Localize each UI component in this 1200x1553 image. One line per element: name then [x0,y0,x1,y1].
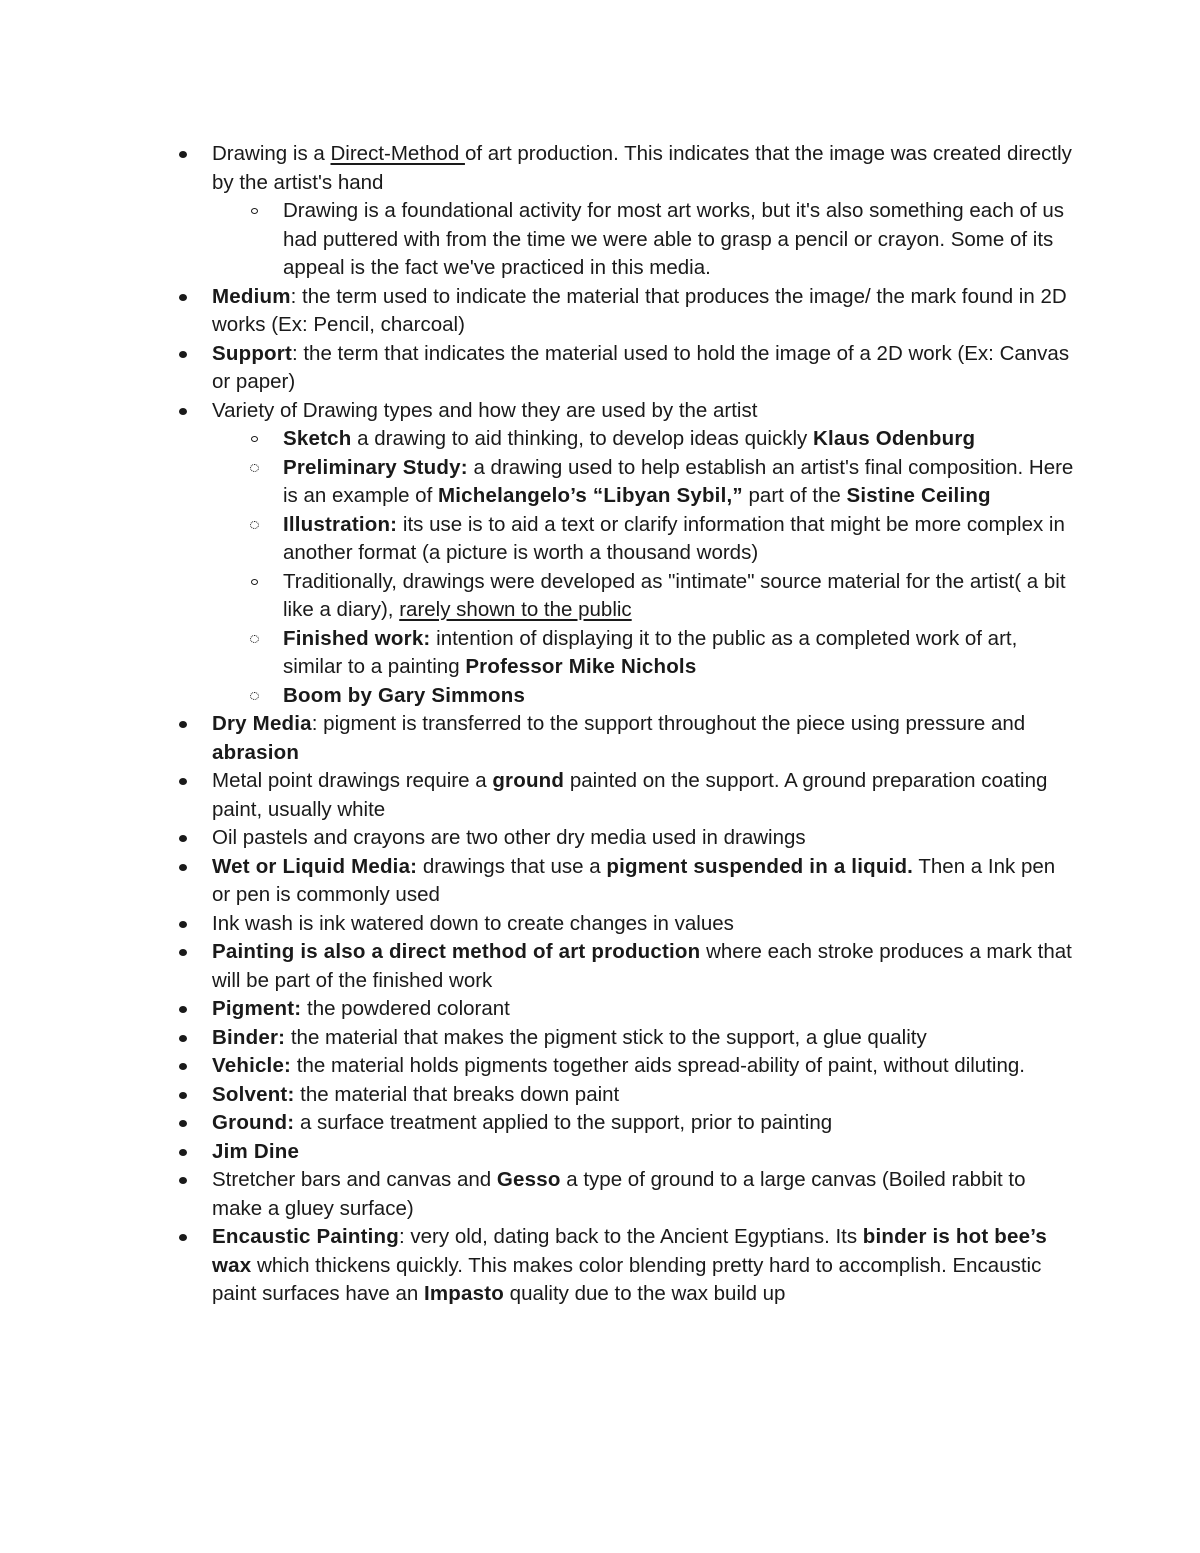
bullet-circle-icon [251,579,258,585]
list-item [175,1138,1075,1167]
bold-text: Support [212,341,292,365]
underlined-text: Direct-Method [330,142,465,165]
bold-text: Ground: [212,1111,295,1134]
body-text: Variety of Drawing types and how they are used by the artist [212,398,758,422]
bold-text: Impasto [423,1282,504,1305]
body-text: Drawing is a [212,142,331,165]
body-text: part of the [742,484,847,507]
body-text: drawings that use a [417,854,607,878]
underlined-text: rarely shown to the public [399,598,632,621]
bullet-dot-icon [179,1177,187,1184]
body-text: of art production. This indicates that the image was created directly by the artist's hand [212,142,1072,194]
list-item [175,853,1075,910]
bullet-dot-icon [179,1006,187,1013]
list-item [175,910,1075,939]
bold-text: abrasion [212,740,300,764]
body-text: intention of displaying it to the public as a completed work of art, similar to a painting [283,626,1018,678]
bold-text: Klaus Odenburg [812,427,976,450]
bullet-dot-icon [179,721,187,728]
bold-text: Solvent: [212,1082,295,1106]
sub-list-item [175,454,1075,511]
list-item [175,1081,1075,1110]
sub-list-item [175,511,1075,568]
body-text: the powdered colorant [301,997,510,1020]
bullet-dot-icon [179,151,187,158]
list-item [175,1109,1075,1138]
bold-text: Sketch [283,427,352,450]
bold-text: Vehicle: [212,1054,292,1077]
bold-text: Dry Media [212,712,312,735]
bullet-dot-icon [179,1035,187,1042]
bullet-dot-icon [179,351,187,358]
bold-text: Michelangelo’s “Libyan Sybil,” [437,484,743,507]
body-text: : the term that indicates the material used to hold the image of a 2D work (Ex: Canvas or paper) [212,341,1070,393]
bold-text: ground [492,769,565,792]
bullet-dotted-circle-icon [250,521,259,529]
bullet-dot-icon [179,294,187,301]
body-text: which thickens quickly. This makes color blending pretty hard to accomplish. Encaustic paint surfaces have an [212,1253,1042,1305]
body-text: Metal point drawings require a [212,769,493,792]
bold-text: Finished work: [283,626,431,650]
bullet-dot-icon [179,1120,187,1127]
bullet-dot-icon [179,864,187,871]
bold-text: Boom by Gary Simmons [283,683,526,707]
sub-list-item [175,568,1075,625]
sub-list-item [175,625,1075,682]
list-item [175,283,1075,340]
body-text: painted on the support. A ground preparation coating paint, usually white [212,769,1048,821]
bullet-dotted-circle-icon [250,635,259,643]
body-text: a type of ground to a large canvas (Boiled rabbit to make a gluey surface) [212,1168,1026,1220]
bullet-dot-icon [179,1063,187,1070]
bold-text: Sistine Ceiling [846,484,991,507]
list-item [175,710,1075,767]
bold-text: Preliminary Study: [283,455,468,479]
bullet-circle-icon [251,436,258,442]
body-text: its use is to aid a text or clarify information that might be more complex in another format (a picture is worth a thousand words) [283,512,1065,564]
body-text: : the term used to indicate the material that produces the image/ the mark found in 2D works (Ex: Pencil, charcoal) [212,284,1067,336]
sub-list-item [175,682,1075,711]
body-text: where each stroke produces a mark that will be part of the finished work [212,940,1072,992]
bullet-dot-icon [179,1149,187,1156]
sub-list-item [175,425,1075,454]
bullet-dot-icon [179,1092,187,1099]
body-text: the material holds pigments together aids spread-ability of paint, without diluting. [291,1054,1025,1077]
list-item [175,1052,1075,1081]
bold-text: pigment suspended in a liquid. [606,854,914,878]
body-text: : pigment is transferred to the support throughout the piece using pressure and [311,712,1026,735]
list-item [175,340,1075,397]
notes-list [175,140,1075,1309]
list-item [175,1166,1075,1223]
bullet-dot-icon [179,778,187,785]
body-text: the material that breaks down paint [294,1082,620,1106]
bold-text: Painting is also a direct method of art production [212,940,701,963]
body-text: Oil pastels and crayons are two other dry media used in drawings [212,826,806,849]
bold-text: Illustration: [283,512,398,536]
bold-text: Professor Mike Nichols [465,655,697,678]
body-text: : very old, dating back to the Ancient Egyptians. Its [399,1225,863,1248]
body-text: a surface treatment applied to the support, prior to painting [294,1111,833,1134]
bold-text: binder is hot bee’s wax [212,1225,1047,1277]
body-text: Ink wash is ink watered down to create changes in values [212,911,734,935]
body-text: a drawing used to help establish an artist's final composition. Here is an example of [283,455,1074,507]
list-item [175,995,1075,1024]
bold-text: Jim Dine [212,1139,300,1163]
bold-text: Encaustic Painting [212,1225,399,1248]
body-text: Then a Ink pen or pen is commonly used [212,854,1056,906]
list-item [175,938,1075,995]
list-item [175,140,1075,197]
bold-text: Binder: [212,1025,286,1049]
bullet-dotted-circle-icon [250,692,259,700]
body-text: a drawing to aid thinking, to develop ideas quickly [351,427,813,450]
sub-list-item [175,197,1075,283]
list-item [175,767,1075,824]
body-text: Stretcher bars and canvas and [212,1168,497,1191]
bullet-dotted-circle-icon [250,464,259,472]
bold-text: Wet or Liquid Media: [212,854,418,878]
body-text: Traditionally, drawings were developed as "intimate" source material for the artist( a bit like a diary), [283,569,1066,621]
bold-text: Gesso [496,1168,561,1191]
bullet-dot-icon [179,921,187,928]
bullet-dot-icon [179,949,187,956]
list-item [175,1223,1075,1309]
bullet-dot-icon [179,835,187,842]
list-item [175,397,1075,426]
body-text: quality due to the wax build up [503,1282,786,1305]
list-item [175,824,1075,853]
bullet-dot-icon [179,1234,187,1241]
bold-text: Pigment: [212,997,302,1020]
body-text: Drawing is a foundational activity for most art works, but it's also something each of us had puttered with from the time we were able to grasp a pencil or crayon. Some of its appeal is the fact we've practiced in this media. [283,199,1064,279]
bold-text: Medium [212,284,291,308]
list-item [175,1024,1075,1053]
bullet-circle-icon [251,208,258,214]
body-text: the material that makes the pigment stick to the support, a glue quality [285,1025,927,1049]
bullet-dot-icon [179,408,187,415]
